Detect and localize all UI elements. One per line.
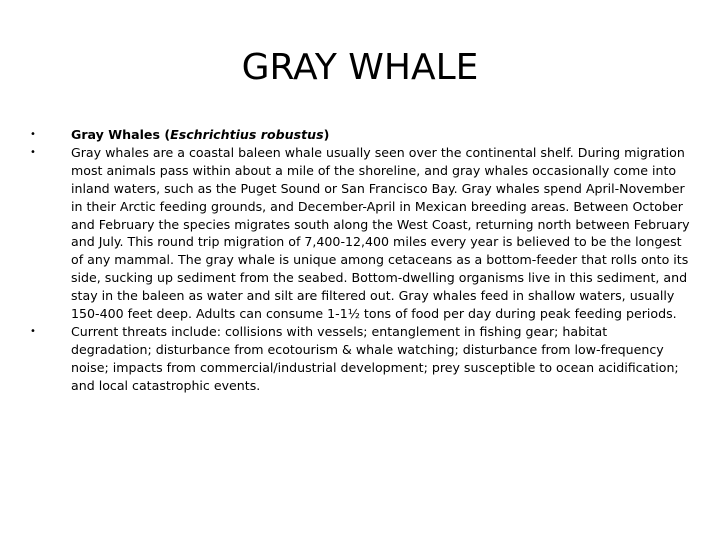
bullet-list <box>30 126 690 395</box>
species-heading <box>71 127 329 142</box>
species-heading-lead: Gray Whales ( <box>71 127 171 142</box>
bullet-item-description <box>30 144 690 323</box>
bullet-item-species <box>30 126 690 144</box>
bullet-dot: • <box>30 325 36 337</box>
bullet-item-threats <box>30 323 690 395</box>
description-text: Gray whales are a coastal baleen whale usually seen over the continental shelf. During migration most animals pass within about a mile of the shoreline, and gray whales occasionally come into inland waters, such as the Puget Sound or San Francisco Bay. Gray whales spend April-November in their Arctic feeding grounds, and December-April in Mexican breeding areas. Between October and February the species migrates south along the West Coast, returning north between February and July. This round trip migration of 7,400-12,400 miles every year is believed to be the longest of any mammal. The gray whale is unique among cetaceans as a bottom-feeder that rolls onto its side, sucking up sediment from the seabed. Bottom-dwelling organisms live in this sediment, and stay in the baleen as water and silt are filtered out. Gray whales feed in shallow waters, usually 150-400 feet deep. Adults can consume 1-1½ tons of food per day during peak feeding periods. <box>71 144 690 322</box>
species-scientific-name: Eschrichtius robustus <box>170 127 324 142</box>
slide-title: GRAY WHALE <box>241 47 479 88</box>
species-heading-tail: ) <box>323 127 330 142</box>
threats-text: Current threats include: collisions with vessels; entanglement in fishing gear; habitat degradation; disturbance from ecotourism & whale watching; disturbance from low-frequency noise; impacts from commercial/industrial development; prey susceptible to ocean acidification; and local catastrophic events. <box>71 323 679 393</box>
bullet-dot: • <box>30 129 36 140</box>
bullet-dot: • <box>30 146 36 158</box>
